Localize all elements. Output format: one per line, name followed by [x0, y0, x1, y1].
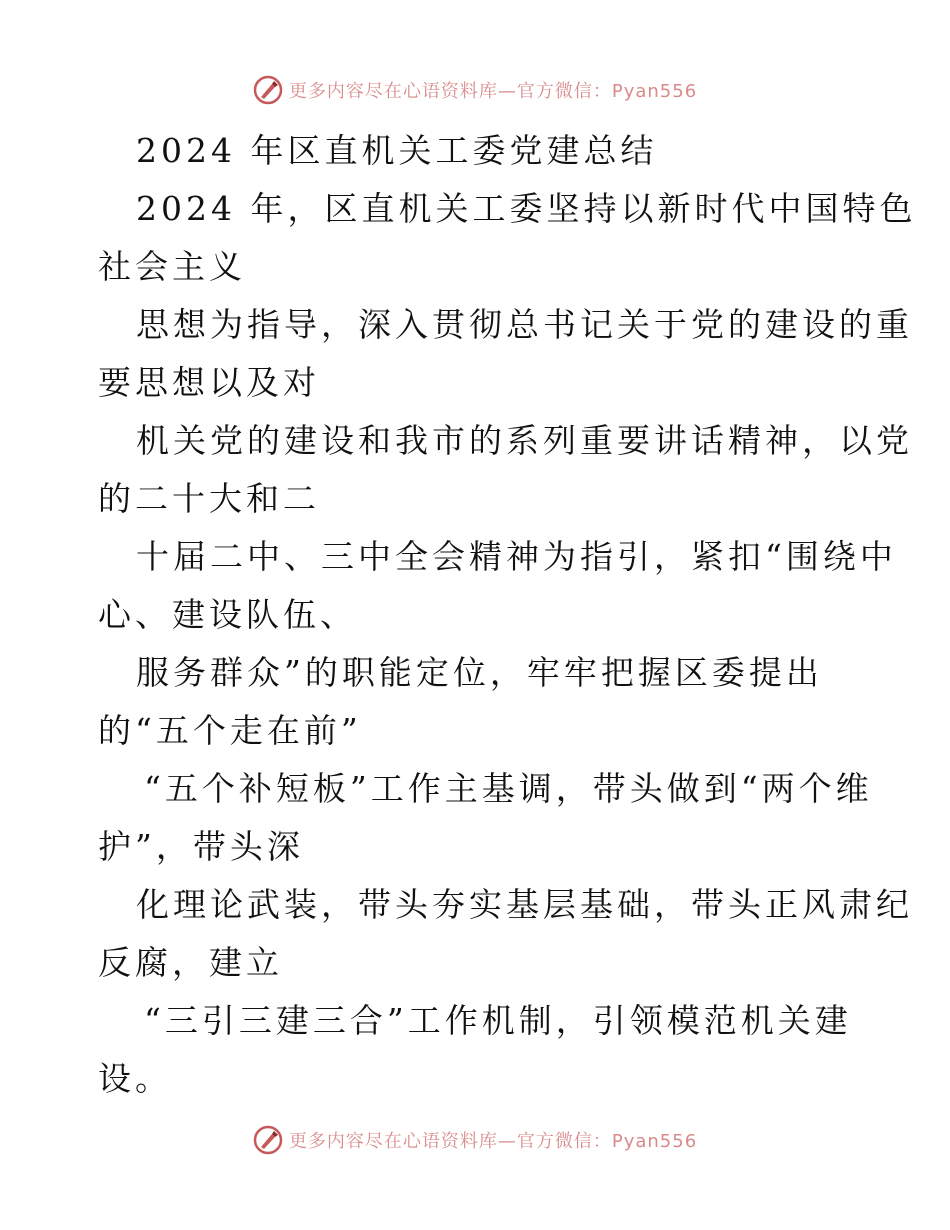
paragraph-line: 社会主义: [98, 247, 246, 286]
watermark-text: 更多内容尽在心语资料库—官方微信：Pyan556: [288, 1131, 698, 1152]
watermark-text: 更多内容尽在心语资料库—官方微信：Pyan556: [288, 81, 698, 102]
paragraph-line: 十届二中、三中全会精神为指引，紧扣“围绕中: [136, 537, 897, 576]
pen-logo-icon: [253, 1125, 283, 1155]
paragraph-line: 反腐，建立: [98, 943, 283, 982]
paragraph-line: 2024 年，区直机关工委坚持以新时代中国特色: [136, 189, 917, 228]
paragraph-line: 的二十大和二: [98, 479, 320, 518]
document-body: [98, 122, 917, 1108]
paragraph-line: 机关党的建设和我市的系列重要讲话精神，以党: [136, 421, 913, 460]
header-watermark: [0, 73, 950, 107]
document-title: 2024 年区直机关工委党建总结: [136, 131, 658, 170]
paragraph-line: 护”，带头深: [98, 827, 304, 866]
paragraph-line: 设。: [98, 1059, 172, 1098]
paragraph-line: “三引三建三合”工作机制，引领模范机关建: [144, 1001, 852, 1040]
footer-watermark: [0, 1123, 950, 1157]
paragraph-line: 的“五个走在前”: [98, 711, 362, 750]
pen-logo-icon: [253, 75, 283, 105]
paragraph-line: 要思想以及对: [98, 363, 320, 402]
paragraph-line: 思想为指导，深入贯彻总书记关于党的建设的重: [136, 305, 913, 344]
paragraph-line: 心、建设队伍、: [98, 595, 357, 634]
paragraph-line: 服务群众”的职能定位，牢牢把握区委提出: [136, 653, 823, 692]
paragraph-line: 化理论武装，带头夯实基层基础，带头正风肃纪: [136, 885, 913, 924]
paragraph-line: “五个补短板”工作主基调，带头做到“两个维: [144, 769, 873, 808]
